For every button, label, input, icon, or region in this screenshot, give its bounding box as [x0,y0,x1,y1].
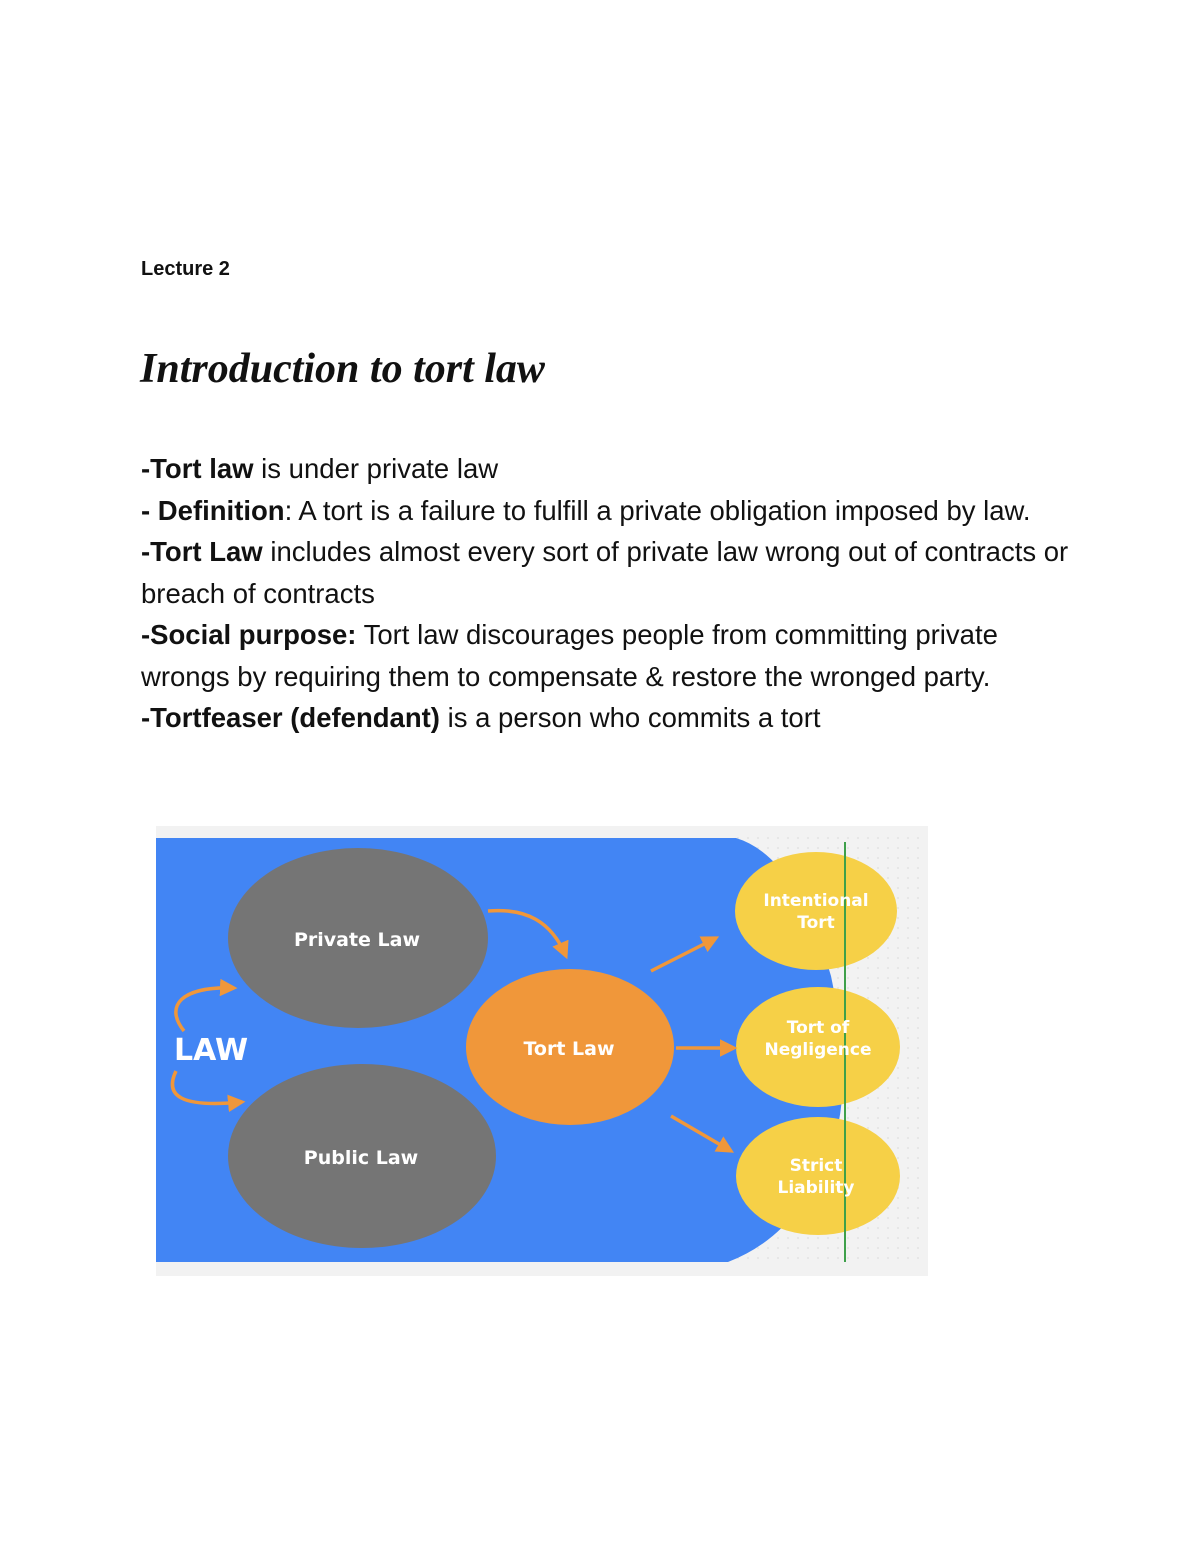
law-label: LAW [174,1033,249,1068]
note-item: -Social purpose: Tort law discourages people from committing private wrongs by requiring them to compensate & restore the wronged party. [141,619,998,692]
notes-list [141,448,1071,739]
tort-law-label: Tort Law [523,1038,615,1060]
tort-law-diagram [156,826,928,1276]
public-law-label: Public Law [303,1147,419,1169]
intentional-label-1: Intentional [763,891,869,911]
negligence-label-2: Negligence [764,1040,872,1060]
lecture-label: Lecture 2 [141,258,230,280]
intentional-tort-ellipse [735,852,897,970]
intentional-label-2: Tort [797,913,835,933]
strict-label-2: Liability [777,1178,855,1198]
note-item: -Tort law is under private law [141,453,499,484]
note-item: -Tortfeaser (defendant) is a person who commits a tort [141,702,821,733]
strict-liability-ellipse [736,1117,900,1235]
negligence-label-1: Tort of [786,1018,850,1038]
strict-label-1: Strict [789,1156,843,1176]
page-title: Introduction to tort law [140,346,545,392]
private-law-label: Private Law [293,929,421,951]
note-item: -Tort Law includes almost every sort of private law wrong out of contracts or breach of contracts [141,536,1069,609]
note-item: - Definition: A tort is a failure to fulfill a private obligation imposed by law. [141,494,1031,526]
